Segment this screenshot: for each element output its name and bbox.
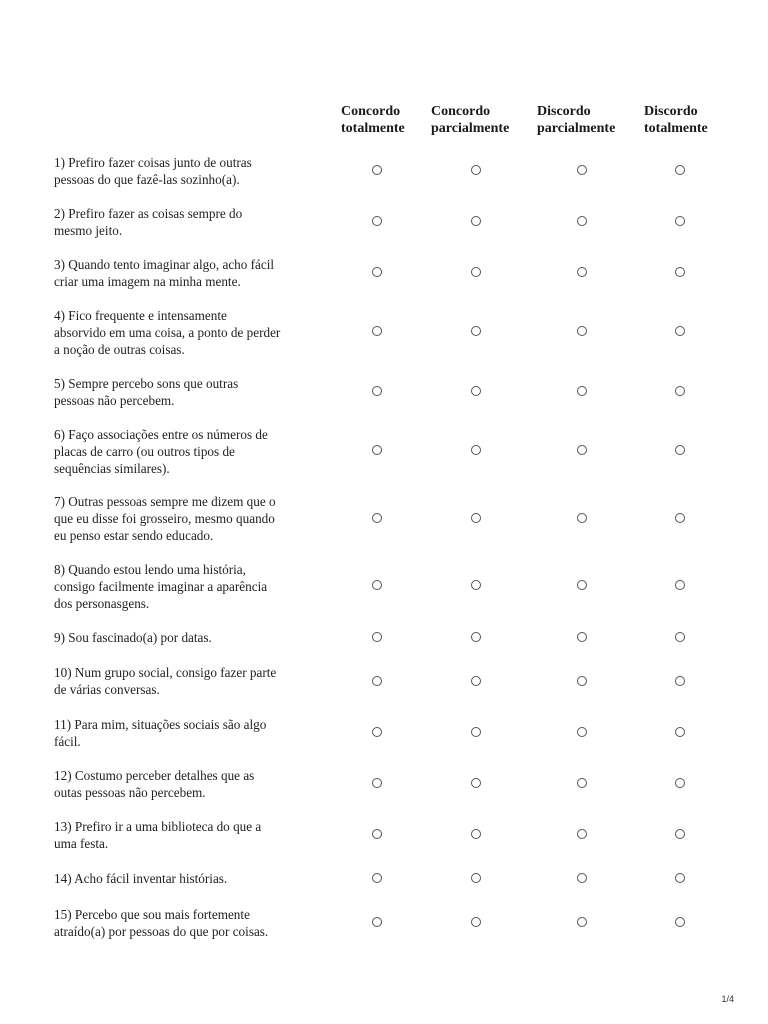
- radio-q10-discordo-totalmente[interactable]: [675, 676, 685, 686]
- question-10-text: [54, 664, 324, 698]
- question-line: que eu disse foi grosseiro, mesmo quando: [54, 511, 275, 526]
- question-line: consigo facilmente imaginar a aparência: [54, 579, 268, 594]
- question-11-text: [54, 716, 324, 750]
- question-line: 4) Fico frequente e intensamente: [54, 308, 227, 323]
- question-line: a noção de outras coisas.: [54, 342, 185, 357]
- radio-q1-concordo-totalmente[interactable]: [372, 165, 382, 175]
- radio-q4-concordo-totalmente[interactable]: [372, 326, 382, 336]
- radio-q7-discordo-totalmente[interactable]: [675, 513, 685, 523]
- radio-q9-concordo-totalmente[interactable]: [372, 632, 382, 642]
- radio-q6-concordo-totalmente[interactable]: [372, 445, 382, 455]
- question-line: criar uma imagem na minha mente.: [54, 274, 241, 289]
- question-7-text: [54, 493, 324, 544]
- question-line: mesmo jeito.: [54, 223, 123, 238]
- radio-q1-discordo-totalmente[interactable]: [675, 165, 685, 175]
- radio-q7-concordo-parcialmente[interactable]: [471, 513, 481, 523]
- header-discordo-parcialmente: Discordo parcialmente: [537, 104, 616, 136]
- question-line: 6) Faço associações entre os números de: [54, 427, 268, 442]
- question-line: de várias conversas.: [54, 682, 160, 697]
- question-14-text: [54, 870, 324, 887]
- question-1-text: [54, 154, 324, 188]
- question-line: 3) Quando tento imaginar algo, acho fácil: [54, 257, 275, 272]
- radio-q6-concordo-parcialmente[interactable]: [471, 445, 481, 455]
- radio-q14-discordo-totalmente[interactable]: [675, 873, 685, 883]
- question-line: placas de carro (ou outros tipos de: [54, 444, 235, 459]
- radio-q13-discordo-totalmente[interactable]: [675, 829, 685, 839]
- radio-q11-discordo-totalmente[interactable]: [675, 727, 685, 737]
- radio-q13-concordo-parcialmente[interactable]: [471, 829, 481, 839]
- radio-q1-discordo-parcialmente[interactable]: [577, 165, 587, 175]
- radio-q14-concordo-totalmente[interactable]: [372, 873, 382, 883]
- question-line: 1) Prefiro fazer coisas junto de outras: [54, 155, 252, 170]
- radio-q6-discordo-parcialmente[interactable]: [577, 445, 587, 455]
- radio-q3-discordo-totalmente[interactable]: [675, 267, 685, 277]
- question-line: 5) Sempre percebo sons que outras: [54, 376, 239, 391]
- radio-q4-discordo-parcialmente[interactable]: [577, 326, 587, 336]
- radio-q15-discordo-parcialmente[interactable]: [577, 917, 587, 927]
- radio-q7-concordo-totalmente[interactable]: [372, 513, 382, 523]
- question-4-text: [54, 307, 324, 358]
- radio-q8-concordo-totalmente[interactable]: [372, 580, 382, 590]
- radio-q8-discordo-parcialmente[interactable]: [577, 580, 587, 590]
- header-concordo-parcialmente: Concordo parcialmente: [431, 104, 510, 136]
- radio-q13-concordo-totalmente[interactable]: [372, 829, 382, 839]
- radio-q12-discordo-totalmente[interactable]: [675, 778, 685, 788]
- question-line: pessoas do que fazê-las sozinho(a).: [54, 172, 240, 187]
- radio-q2-discordo-totalmente[interactable]: [675, 216, 685, 226]
- question-line: pessoas não percebem.: [54, 393, 175, 408]
- radio-q15-concordo-parcialmente[interactable]: [471, 917, 481, 927]
- radio-q11-concordo-totalmente[interactable]: [372, 727, 382, 737]
- radio-q11-discordo-parcialmente[interactable]: [577, 727, 587, 737]
- radio-q14-discordo-parcialmente[interactable]: [577, 873, 587, 883]
- question-line: 9) Sou fascinado(a) por datas.: [54, 630, 212, 645]
- radio-q5-concordo-totalmente[interactable]: [372, 386, 382, 396]
- radio-q11-concordo-parcialmente[interactable]: [471, 727, 481, 737]
- question-line: 2) Prefiro fazer as coisas sempre do: [54, 206, 243, 221]
- question-5-text: [54, 375, 324, 409]
- radio-q1-concordo-parcialmente[interactable]: [471, 165, 481, 175]
- radio-q3-concordo-totalmente[interactable]: [372, 267, 382, 277]
- header-discordo-totalmente: Discordo totalmente: [644, 104, 708, 136]
- radio-q14-concordo-parcialmente[interactable]: [471, 873, 481, 883]
- question-line: 14) Acho fácil inventar histórias.: [54, 871, 228, 886]
- question-line: fácil.: [54, 734, 81, 749]
- radio-q10-discordo-parcialmente[interactable]: [577, 676, 587, 686]
- page-number: 1/4: [721, 994, 734, 1004]
- radio-q5-discordo-totalmente[interactable]: [675, 386, 685, 396]
- radio-q15-concordo-totalmente[interactable]: [372, 917, 382, 927]
- radio-q8-discordo-totalmente[interactable]: [675, 580, 685, 590]
- question-2-text: [54, 205, 324, 239]
- question-12-text: [54, 767, 324, 801]
- radio-q13-discordo-parcialmente[interactable]: [577, 829, 587, 839]
- radio-q5-discordo-parcialmente[interactable]: [577, 386, 587, 396]
- question-line: 7) Outras pessoas sempre me dizem que o: [54, 494, 276, 509]
- question-line: dos personasgens.: [54, 596, 150, 611]
- radio-q4-discordo-totalmente[interactable]: [675, 326, 685, 336]
- question-line: 15) Percebo que sou mais fortemente: [54, 907, 250, 922]
- question-line: 12) Costumo perceber detalhes que as: [54, 768, 255, 783]
- radio-q6-discordo-totalmente[interactable]: [675, 445, 685, 455]
- radio-q4-concordo-parcialmente[interactable]: [471, 326, 481, 336]
- question-line: 8) Quando estou lendo uma história,: [54, 562, 246, 577]
- radio-q12-concordo-parcialmente[interactable]: [471, 778, 481, 788]
- question-8-text: [54, 561, 324, 612]
- radio-q15-discordo-totalmente[interactable]: [675, 917, 685, 927]
- radio-q2-concordo-parcialmente[interactable]: [471, 216, 481, 226]
- question-line: uma festa.: [54, 836, 109, 851]
- radio-q10-concordo-parcialmente[interactable]: [471, 676, 481, 686]
- radio-q7-discordo-parcialmente[interactable]: [577, 513, 587, 523]
- question-6-text: [54, 426, 324, 477]
- question-line: absorvido em uma coisa, a ponto de perder: [54, 325, 281, 340]
- question-line: 10) Num grupo social, consigo fazer parte: [54, 665, 277, 680]
- radio-q8-concordo-parcialmente[interactable]: [471, 580, 481, 590]
- radio-q3-concordo-parcialmente[interactable]: [471, 267, 481, 277]
- question-line: eu penso estar sendo educado.: [54, 528, 214, 543]
- question-line: 11) Para mim, situações sociais são algo: [54, 717, 267, 732]
- question-line: 13) Prefiro ir a uma biblioteca do que a: [54, 819, 262, 834]
- radio-q9-discordo-totalmente[interactable]: [675, 632, 685, 642]
- radio-q2-discordo-parcialmente[interactable]: [577, 216, 587, 226]
- radio-q9-discordo-parcialmente[interactable]: [577, 632, 587, 642]
- question-line: atraído(a) por pessoas do que por coisas.: [54, 924, 269, 939]
- radio-q5-concordo-parcialmente[interactable]: [471, 386, 481, 396]
- question-line: sequências similares).: [54, 461, 170, 476]
- radio-q3-discordo-parcialmente[interactable]: [577, 267, 587, 277]
- question-15-text: [54, 906, 324, 940]
- radio-q9-concordo-parcialmente[interactable]: [471, 632, 481, 642]
- radio-q2-concordo-totalmente[interactable]: [372, 216, 382, 226]
- header-concordo-totalmente: Concordo totalmente: [341, 104, 405, 136]
- radio-q12-discordo-parcialmente[interactable]: [577, 778, 587, 788]
- radio-q10-concordo-totalmente[interactable]: [372, 676, 382, 686]
- question-9-text: [54, 629, 324, 646]
- question-line: outas pessoas não percebem.: [54, 785, 206, 800]
- question-13-text: [54, 818, 324, 852]
- question-3-text: [54, 256, 324, 290]
- radio-q12-concordo-totalmente[interactable]: [372, 778, 382, 788]
